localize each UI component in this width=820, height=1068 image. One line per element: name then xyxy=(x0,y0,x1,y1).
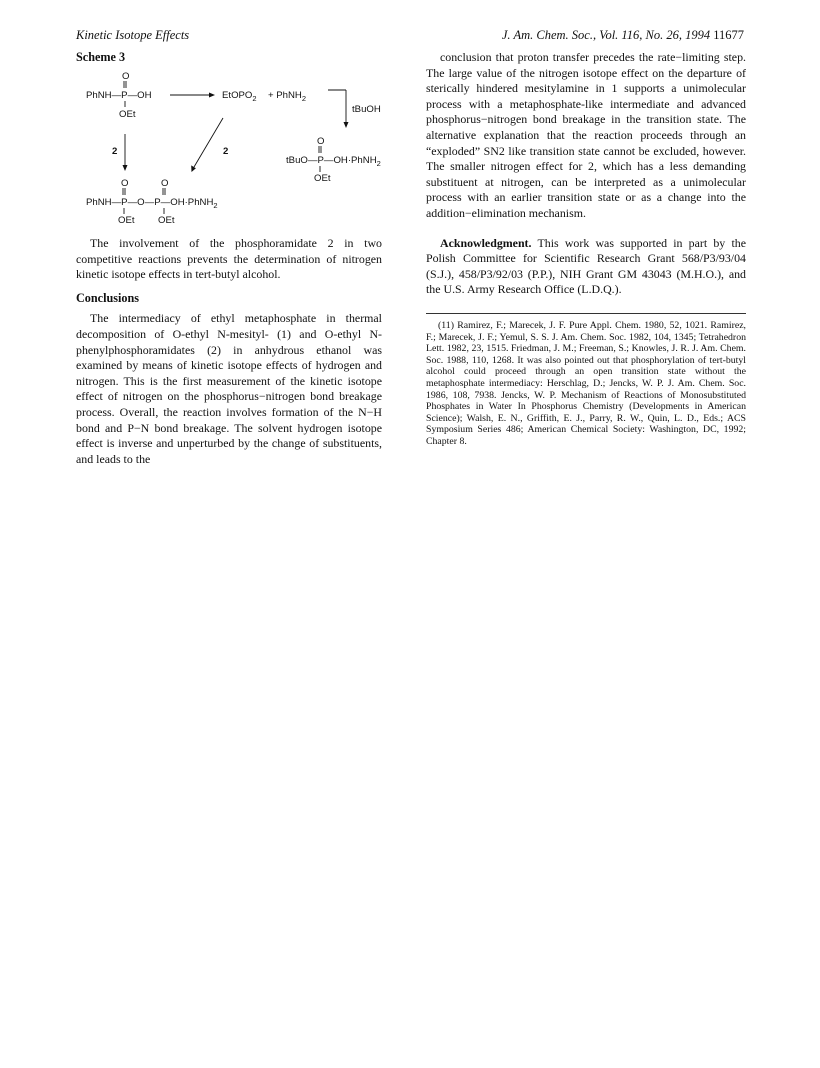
running-header-title: Kinetic Isotope Effects xyxy=(76,28,190,42)
arrow-head xyxy=(209,93,215,98)
bottom-product-ethoxy1: OEt xyxy=(118,215,135,226)
reagent-tbuoh: tBuOH xyxy=(352,104,381,115)
bottom-product-ethoxy2: OEt xyxy=(158,215,175,226)
footnotes xyxy=(426,320,746,448)
products-metaphosphate: EtOPO$_2$ xyxy=(222,90,257,103)
reactant-ethoxy: OEt xyxy=(119,109,136,120)
acknowledgment-heading: Acknowledgment. xyxy=(440,235,532,250)
products-amine: + PhNH$_2$ xyxy=(268,90,307,103)
acknowledgment-paragraph xyxy=(426,236,746,298)
right-product-carbonyl-o: O xyxy=(317,136,325,147)
journal-citation: J. Am. Chem. Soc., Vol. 116, No. 26, 1994 xyxy=(501,28,711,42)
right-product-formula: tBuO—P—OH·PhNH$_2$ xyxy=(286,155,381,168)
reaction-arrow xyxy=(194,118,223,167)
reactant-formula: PhNH—P—OH xyxy=(86,90,152,101)
footnote-rule xyxy=(426,313,746,314)
page-number: 11677 xyxy=(713,28,744,42)
scheme-label: Scheme 3 xyxy=(76,50,126,64)
right-column xyxy=(426,50,746,298)
paragraph-involvement: The involvement of the phosphoramidate 2 in two competitive reactions prevents the determination of nitrogen kinetic isotope effects in tert-butyl alcohol. xyxy=(76,236,382,282)
step-label-diagonal: 2 xyxy=(223,146,229,157)
conclusions-heading: Conclusions xyxy=(76,290,139,305)
bottom-product-carbonyl-o2: O xyxy=(161,178,169,189)
bottom-product-carbonyl-o1: O xyxy=(121,178,129,189)
arrow-head xyxy=(191,165,196,172)
paragraph-conclusions: The intermediacy of ethyl metaphosphate in thermal decomposition of O-ethyl N-mesityl- (1) and O-ethyl N-phenylphosphoramidates (2) in anhydrous ethanol was examined by means of kinetic isotope effects of hydrogen and nitrogen. This is the first measurement of the kinetic isotope effect of nitrogen on the phosphorus−nitrogen bond breakage process. Overall, the reaction involves formation of the N−H bond and P−N bond breakage. The solvent hydrogen isotope effect is inverse and unperturbed by the change of substituents, and leads to the xyxy=(76,311,382,466)
bottom-product-formula: PhNH—P—O—P—OH·PhNH$_2$ xyxy=(86,197,218,210)
reaction-scheme xyxy=(76,66,396,226)
arrow-head xyxy=(344,122,349,128)
acknowledgment-text: This work was supported in part by the Polish Committee for Scientific Research Grant 568/P3/93/04 (S.J.), 458/P3/92/03 (P.P.), NIH Grant GM 43043 (M.H.O.), and the U.S. Army Research Office (L.D.Q.). xyxy=(426,235,746,297)
paragraph-conclusion-continued: conclusion that proton transfer precedes the rate−limiting step. The large value of the nitrogen isotope effect on the departure of sterically hindered mesitylamine in 1 supports a unimolecular process with a metaphosphate-like intermediate and advanced phosphorus−nitrogen bond breakage in the transition state. The alternative explanation that the reaction proceeds through an “exploded” SN2 like transition state cannot be excluded, however. The smaller nitrogen effect for 2, which has a less demanding substituent at nitrogen, can be interpreted as a unimolecular process with an earlier transition state or as a change into the addition−elimination mechanism. xyxy=(426,50,746,220)
reactant-carbonyl-o: O xyxy=(122,71,130,82)
left-column xyxy=(76,236,382,467)
arrow-head xyxy=(123,165,128,171)
running-header-journal xyxy=(502,28,744,43)
footnote-11: (11) Ramirez, F.; Marecek, J. F. Pure Appl. Chem. 1980, 52, 1021. Ramirez, F.; Marecek, J. F.; Yemul, S. S. J. Am. Chem. Soc. 1982, 104, 1345; Tetrahedron Lett. 1982, 23, 1515. Friedman, J. M.; Freeman, S.; Knowles, J. R. J. Am. Chem. Soc. 1988, 110, 1268. It was also pointed out that phosphorylation of tert-butyl alcohol could proceed through an open transition state without the metaphosphate intermediacy: Herschlag, D.; Jencks, W. P. J. Am. Chem. Soc. 1986, 108, 7938. Jencks, W. P. Mechanism of Reactions of Monosubstituted Phosphates in Water In Phosphorus Chemistry (Developments in American Science); Walsh, E. N., Griffith, E. J., Parry, R. W., Quin, L. D., Eds.; ACS Symposium Series 486; American Chemical Society: Washington, DC, 1992; Chapter 8. xyxy=(426,320,746,447)
right-product-ethoxy: OEt xyxy=(314,173,331,184)
step-label-down: 2 xyxy=(112,146,118,157)
